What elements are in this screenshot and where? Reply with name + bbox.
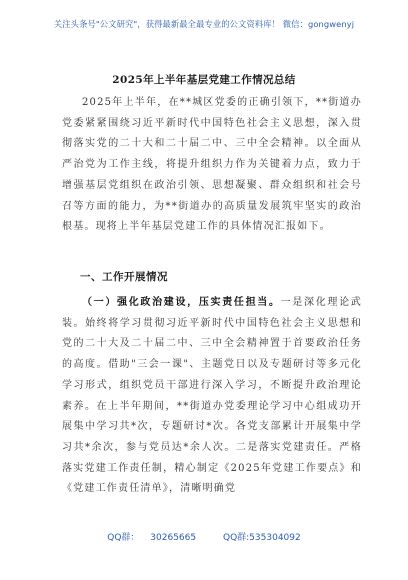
- sub-body: 一是深化理论武装。始终将学习贯彻习近平新时代中国特色社会主义思想和党的二十大及二十届二中、三中全会精神置于首要政治任务的高度。借助"三会一课"、主题党日以及专题研讨等多元化学习形式，组织党员干部进行深入学习，不断提升政治理论素养。在上半年期间，**街道办党委理论学习中心组成功开展集中学习共*次，专题研讨*次。各党支部累计开展集中学习共*余次，参与党员达*余人次。二是落实党建责任。严格落实党建工作责任制，精心制定《2025年党建工作要点》和《党建工作责任清单》，清晰明确党: [62, 297, 362, 495]
- footer-qq-2: QQ群:535304092: [222, 533, 301, 543]
- section-heading: 一、工作开展情况: [80, 271, 168, 283]
- top-banner: 关注头条号"公文研究"，获得最新最全最专业的公文资料库！ 微信：gongwenyj: [53, 19, 355, 29]
- section-paragraph: [62, 293, 362, 500]
- footer-qq-bar: [0, 530, 408, 543]
- sub-heading: （一）强化政治建设，压实责任担当。: [82, 297, 281, 308]
- document-title: 2025年上半年基层党建工作情况总结: [112, 74, 296, 86]
- intro-paragraph: 2025年上半年，在**城区党委的正确引领下，**街道办党委紧紧围绕习近平新时代中国特色社会主义思想，深入贯彻落实党的二十大和二十届二中、三中全会精神。以全面从严治党为工作主线，将提升组织力作为关键着力点，致力于增强基层党组织在政治引领、思想凝聚、群众组织和社会号召等方面的能力，为**街道办的高质量发展筑牢坚实的政治根基。现将上半年基层党建工作的具体情况汇报如下。: [62, 97, 362, 233]
- footer-qq-1: QQ群： 30265665: [107, 533, 197, 543]
